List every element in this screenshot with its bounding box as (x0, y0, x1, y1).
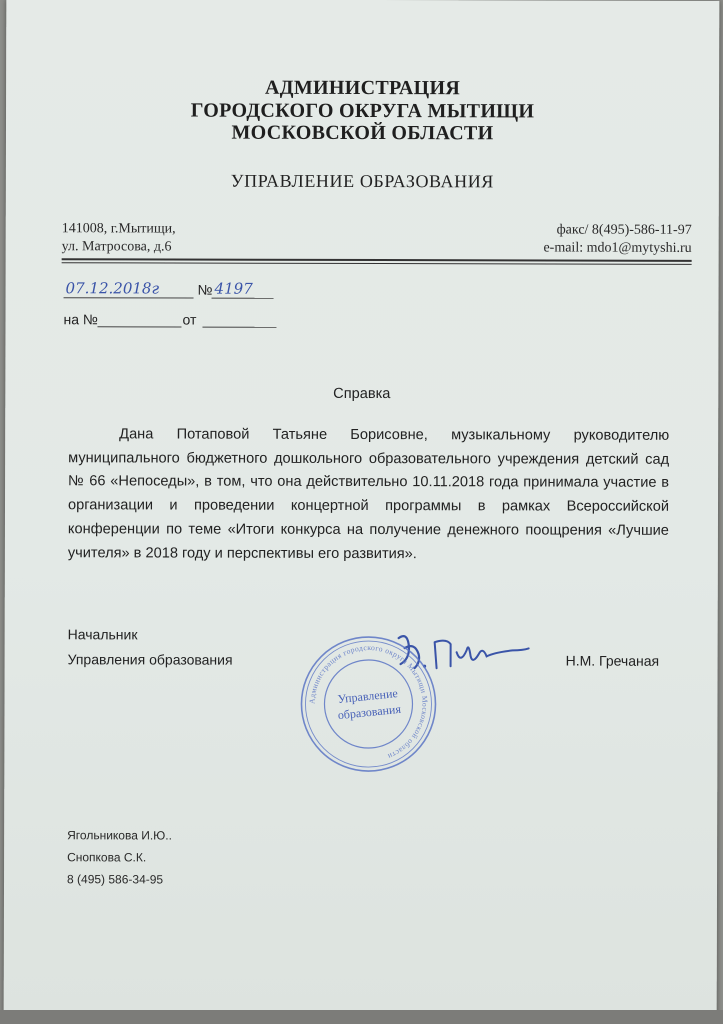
date-underline (64, 297, 194, 298)
document-body-text: Дана Потаповой Татьяне Борисовне, музыкальному руководителю муниципального бюджетного дошкольного образовательного учреждения детский сад № 66 «Непоседы», в том, что она действительно 10.11.2018 года принимала участие в организации и проведении концертной программы в рамках Всероссийской конференции по теме «Итоги конкурса на получение денежного поощрения «Лучшие учителя» в 2018 году и перспективы его развития». (67, 426, 670, 562)
reference-date-blank (202, 327, 276, 328)
stamp-center-line2: образования (337, 701, 402, 723)
number-underline (212, 298, 274, 299)
stamp-center-line1: Управление (337, 686, 399, 707)
official-stamp (298, 634, 438, 774)
registration-number: 4197 (214, 279, 253, 298)
registration-number-label: № (197, 281, 213, 298)
letterhead-department: УПРАВЛЕНИЕ ОБРАЗОВАНИЯ (230, 170, 494, 192)
registration-date: 07.12.2018г (65, 279, 160, 298)
signer-position-line1: Начальник (67, 626, 138, 643)
reference-number-blank (97, 326, 181, 327)
contact-phone: 8 (495) 586-34-95 (67, 872, 164, 887)
document-body (68, 423, 669, 567)
table-surface (0, 1010, 723, 1024)
stamp-ring-text: Администрация городского округа Мытищи Московской области (307, 643, 430, 762)
letterhead-administration: АДМИНИСТРАЦИЯ (265, 76, 461, 100)
address-street: ул. Матросова, д.6 (61, 239, 172, 255)
reference-label-na: на № (63, 311, 98, 328)
header-rule-thin (62, 262, 692, 265)
address-postal: 141008, г.Мытищи, (61, 221, 176, 237)
contact-name-2: Снопкова С.К. (67, 850, 147, 865)
signer-name: Н.М. Гречаная (565, 652, 660, 669)
letterhead-city-district: ГОРОДСКОГО ОКРУГА МЫТИЩИ (190, 99, 535, 123)
document-title: Справка (333, 385, 391, 403)
reference-line (63, 311, 278, 332)
document-page (4, 0, 720, 1017)
registration-line (64, 279, 276, 300)
address-email: e-mail: mdo1@mytyshi.ru (543, 240, 692, 256)
address-fax: факс/ 8(495)-586-11-97 (556, 222, 692, 238)
letterhead-region: МОСКОВСКОЙ ОБЛАСТИ (231, 121, 494, 145)
header-rule-thick (62, 258, 692, 262)
reference-label-ot: от (182, 311, 197, 328)
contact-name-1: Ягольникова И.Ю.. (67, 828, 173, 843)
signer-position-line2: Управления образования (67, 651, 233, 668)
